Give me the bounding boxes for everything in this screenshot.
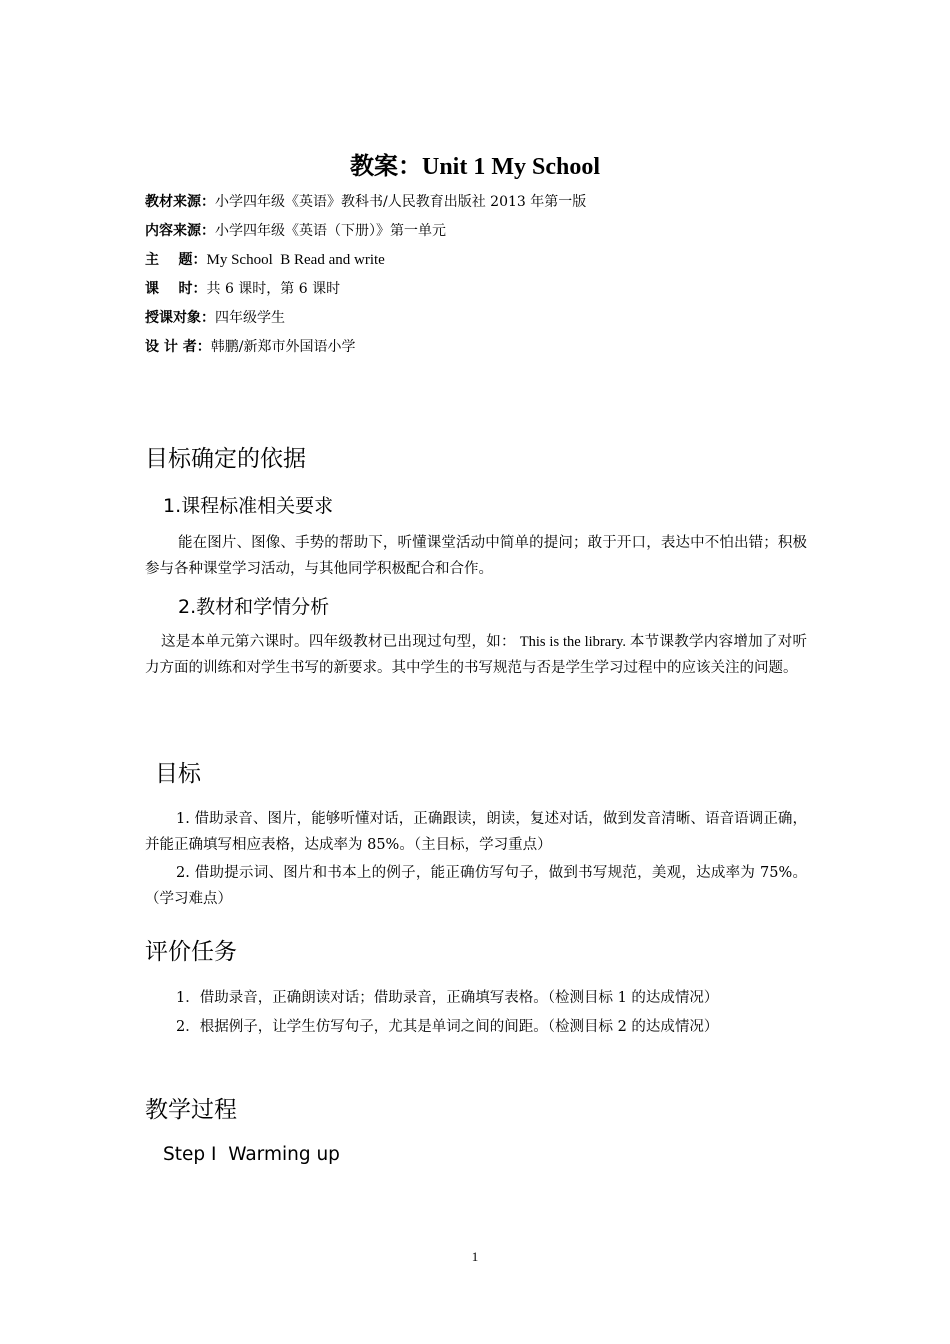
meta-label: 设 计 者：: [145, 339, 211, 355]
document-title: 教案：Unit 1 My School: [349, 154, 600, 180]
analysis-text-b: 本节课教学内容增加了对听力方面的训练和对学生书写的新要求。其中学生的书写规范与否是学生学习过程中的应该关注的问题。: [145, 634, 808, 676]
section-heading-basis: 目标确定的依据: [145, 446, 306, 472]
subheading-analysis: 2.教材和学情分析: [178, 596, 330, 618]
meta-periods: [145, 279, 340, 299]
meta-value: 小学四年级《英语（下册）》第一单元: [215, 223, 446, 239]
meta-content: [145, 221, 446, 241]
subheading-standards: 1.课程标准相关要求: [163, 495, 334, 517]
meta-value: 四年级学生: [215, 310, 285, 326]
analysis-text-a: 这是本单元第六课时。四年级教材已出现过句型，如：: [161, 634, 516, 650]
meta-value: My School B Read and write: [206, 252, 385, 268]
task-item-1: 1．借助录音，正确朗读对话；借助录音，正确填写表格。（检测目标 1 的达成情况）: [176, 990, 719, 1006]
task-item-2: 2．根据例子，让学生仿写句子，尤其是单词之间的间距。（检测目标 2 的达成情况）: [176, 1019, 719, 1035]
goal-item-2: 2. 借助提示词、图片和书本上的例子，能正确仿写句子，做到书写规范，美观，达成率为 75%。（学习难点）: [145, 865, 807, 907]
meta-label: 内容来源：: [145, 223, 215, 239]
page-number: 1: [471, 1249, 479, 1264]
meta-value: 韩鹏/新郑市外国语小学: [210, 339, 356, 355]
meta-label: 主 题：: [145, 252, 207, 268]
meta-label: 课 时：: [145, 281, 207, 297]
section-heading-process: 教学过程: [145, 1097, 237, 1123]
goal-item-1: 1. 借助录音、图片，能够听懂对话，正确跟读，朗读，复述对话，做到发音清晰、语音语调正确，并能正确填写相应表格，达成率为 85%。（主目标，学习重点）: [145, 811, 807, 853]
meta-label: 授课对象：: [145, 310, 215, 326]
analysis-text-en: This is the library.: [515, 634, 630, 650]
meta-designer: [145, 337, 355, 357]
meta-value: 小学四年级《英语》教科书/人民教育出版社 2013 年第一版: [215, 194, 587, 210]
meta-source: [145, 192, 586, 212]
section-heading-tasks: 评价任务: [145, 939, 237, 965]
paragraph-analysis: [145, 629, 807, 681]
meta-value: 共 6 课时，第 6 课时: [206, 281, 341, 297]
meta-audience: [145, 308, 285, 328]
meta-label: 教材来源：: [145, 194, 215, 210]
meta-topic: [145, 250, 385, 270]
step-warming-up: Step I Warming up: [163, 1144, 340, 1165]
section-heading-goals: 目标: [155, 761, 201, 787]
paragraph-standards: 能在图片、图像、手势的帮助下，听懂课堂活动中简单的提问；敢于开口，表达中不怕出错；积极参与各种课堂学习活动，与其他同学积极配合和合作。: [145, 535, 807, 577]
